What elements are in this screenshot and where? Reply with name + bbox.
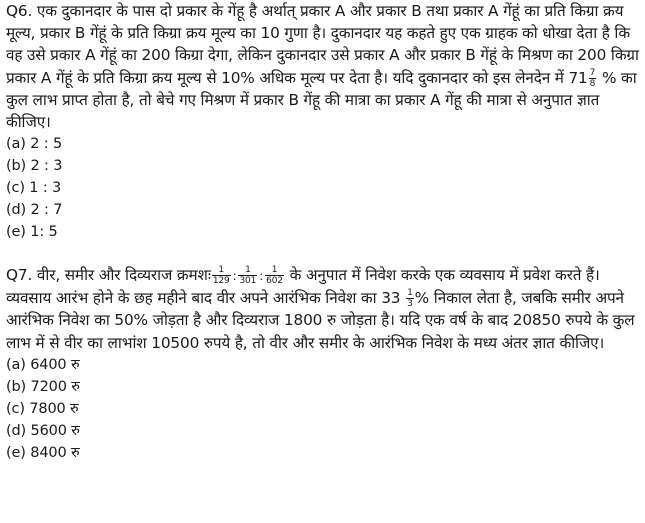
question-6 [6,0,640,243]
question-7-fraction-numerator: 1 [407,288,413,299]
question-6-text-part2: % का कुल लाभ प्राप्त होता है, तो बेचे गए मिश्रण में प्रकार B गेंहू की मात्रा का प्रकार A गेंहू की मात्रा से अनुपात ज्ञात कीजिए। [6,68,637,132]
question-7 [6,264,640,464]
question-6-option-b[interactable]: (b) 2 : 3 [6,158,63,175]
question-7-ratio-3-numerator: 1 [265,265,284,276]
question-6-options [6,133,640,243]
question-6-option-e[interactable]: (e) 1: 5 [6,224,58,241]
question-7-fraction [406,288,414,309]
question-7-ratio-separator-1: : [232,269,237,283]
question-7-text-part1: Q7. वीर, समीर और दिव्यराज क्रमशः [6,266,211,284]
question-6-text-part1: Q6. एक दुकानदार के पास दो प्रकार के गेंहू है अर्थात् प्रकार A और प्रकार B तथा प्रकार A गेंहूं का प्रति किग्रा क्रय मूल्य, प्रकार B गेंहूं के प्रति किग्रा क्रय मूल्य का 10 गुणा है। दुकानदार यह कहते हुए एक ग्राहक को धोखा देता है कि वह उसे प्रकार A गेंहूं का 200 किग्रा देगा, लेकिन दुकानदार उसे प्रकार A और प्रकार B गेंहूं के मिश्रण का 200 किग्रा प्रकार A गेंहूं के प्रति किग्रा क्रय मूल्य से 10% अधिक मूल्य पर देता है। यदि दुकानदार को इस लेनदेन में 71 [6,2,639,87]
question-7-text [6,264,640,354]
question-6-fraction [589,68,597,89]
question-6-fraction-denominator: 8 [589,78,596,89]
question-6-option-c[interactable]: (c) 1 : 3 [6,180,62,197]
question-7-ratio-separator-2: : [259,269,264,283]
question-7-text-part2: के अनुपात में निवेश करके एक व्यवसाय में प्रवेश करते हैं। व्यवसाय आरंभ होने के छह महीने बाद वीर अपने आरंभिक निवेश का 33 [6,266,600,308]
question-7-options [6,354,640,464]
question-7-ratio-fraction-2 [238,265,257,286]
question-7-text-part3: % निकाल लेता है, जबकि समीर अपने आरंभिक निवेश का 50% जोड़ता है और दिव्यराज 1800 रु जोड़ता है। यदि एक वर्ष के बाद 20850 रुपये के कुल लाभ में से वीर का लाभांश 10500 रुपये है, तो वीर और समीर के आरंभिक निवेश के मध्य अंतर ज्ञात कीजिए। [6,289,635,352]
question-7-ratio-1-denominator: 129 [212,276,230,286]
question-6-fraction-numerator: 7 [589,67,596,78]
question-6-option-d[interactable]: (d) 2 : 7 [6,202,63,219]
question-6-text [6,0,640,133]
question-7-ratio-2-denominator: 301 [239,276,257,286]
question-7-option-c[interactable]: (c) 7800 रु [6,400,79,417]
question-7-ratio-fraction-3 [265,265,284,286]
question-7-option-a[interactable]: (a) 6400 रु [6,356,80,373]
question-7-option-d[interactable]: (d) 5600 रु [6,422,80,439]
question-6-option-a[interactable]: (a) 2 : 5 [6,136,63,153]
question-7-ratio-1-numerator: 1 [212,265,231,276]
question-7-ratio-fraction-1 [212,265,231,286]
question-7-option-b[interactable]: (b) 7200 रु [6,378,80,395]
question-7-ratio-2-numerator: 1 [238,265,257,276]
question-7-option-e[interactable]: (e) 8400 रु [6,444,80,461]
question-7-fraction-denominator: 3 [407,299,413,310]
question-7-ratio-3-denominator: 602 [266,276,283,286]
